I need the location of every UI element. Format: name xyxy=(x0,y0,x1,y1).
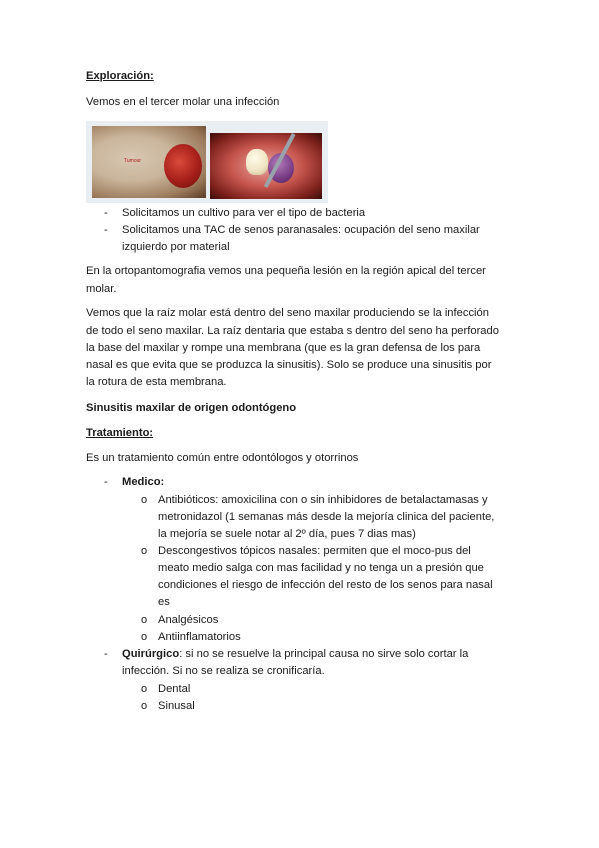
list-item-continuation: izquierdo por material xyxy=(122,241,230,253)
tooth-shape xyxy=(246,149,268,175)
bullet-circle: o xyxy=(141,545,148,557)
list-item-continuation: condiciones el riesgo de infección del resto de los senos para nasal xyxy=(158,579,493,591)
medico-label: Medico: xyxy=(122,476,165,488)
list-item: Sinusal xyxy=(158,700,195,712)
bullet-dash: - xyxy=(104,224,108,236)
list-item-continuation: es xyxy=(158,596,170,608)
bullet-circle: o xyxy=(141,494,148,506)
quirurgico-text: : si no se resuelve la principal causa no sirve solo cortar la xyxy=(179,648,469,660)
paragraph-line: Vemos que la raíz molar está dentro del seno maxilar produciendo se la infección xyxy=(86,307,489,319)
list-item: Antiinflamatorios xyxy=(158,631,241,643)
bullet-circle: o xyxy=(141,683,148,695)
list-item: Analgésicos xyxy=(158,614,219,626)
list-item: Solicitamos un cultivo para ver el tipo de bacteria xyxy=(122,207,366,219)
bullet-dash: - xyxy=(104,648,108,660)
list-item-continuation: meato medio salga con mas facilidad y no tenga un a presión que xyxy=(158,562,484,574)
tumour-photo-label: Tumour xyxy=(124,158,142,164)
tratamiento-intro: Es un tratamiento común entre odontólogos y otorrinos xyxy=(86,452,359,464)
paragraph-line: En la ortopantomografia vemos una pequeña lesión en la región apical del tercer xyxy=(86,265,486,277)
paragraph-line: la rotura de esta membrana. xyxy=(86,376,227,388)
bullet-dash: - xyxy=(104,476,108,488)
list-item: Dental xyxy=(158,683,191,695)
tumour-photo xyxy=(92,126,206,198)
bullet-circle: o xyxy=(141,700,148,712)
heading-exploracion: Exploración: xyxy=(86,70,154,82)
bullet-circle: o xyxy=(141,631,148,643)
list-item-continuation: infección. Si no se realiza se cronificaría. xyxy=(122,665,325,677)
list-item: Solicitamos una TAC de senos paranasales: ocupación del seno maxilar xyxy=(122,224,480,236)
list-item-continuation: la mejoría se suele notar al 2º día, pues 7 dias mas) xyxy=(158,528,416,540)
paragraph-line: de todo el seno maxilar. La raíz dentaria que estaba s dentro del seno ha perforado xyxy=(86,325,499,337)
oral-cavity-photo xyxy=(210,133,322,199)
list-item: Antibióticos: amoxicilina con o sin inhibidores de betalactamasas y xyxy=(158,494,488,506)
heading-tratamiento: Tratamiento: xyxy=(86,427,154,439)
heading-sinusitis: Sinusitis maxilar de origen odontógeno xyxy=(86,402,297,414)
exploracion-intro: Vemos en el tercer molar una infección xyxy=(86,96,280,108)
list-item: Descongestivos tópicos nasales: permiten que el moco-pus del xyxy=(158,545,471,557)
paragraph-line: molar. xyxy=(86,283,117,295)
bullet-circle: o xyxy=(141,614,148,626)
paragraph-line: la base del maxilar y rompe una membrana (que es la gran defensa de los para xyxy=(86,342,481,354)
quirurgico-line xyxy=(122,648,468,660)
clinical-photos xyxy=(86,121,328,203)
paragraph-line: nasal es que evita que se produzca la sinusitis). Solo se produce una sinusitis por xyxy=(86,359,492,371)
bullet-dash: - xyxy=(104,207,108,219)
quirurgico-label: Quirúrgico xyxy=(122,648,180,660)
list-item-continuation: metronidazol (1 semanas más desde la mejoría clinica del paciente, xyxy=(158,511,495,523)
tumour-mass xyxy=(164,144,202,188)
